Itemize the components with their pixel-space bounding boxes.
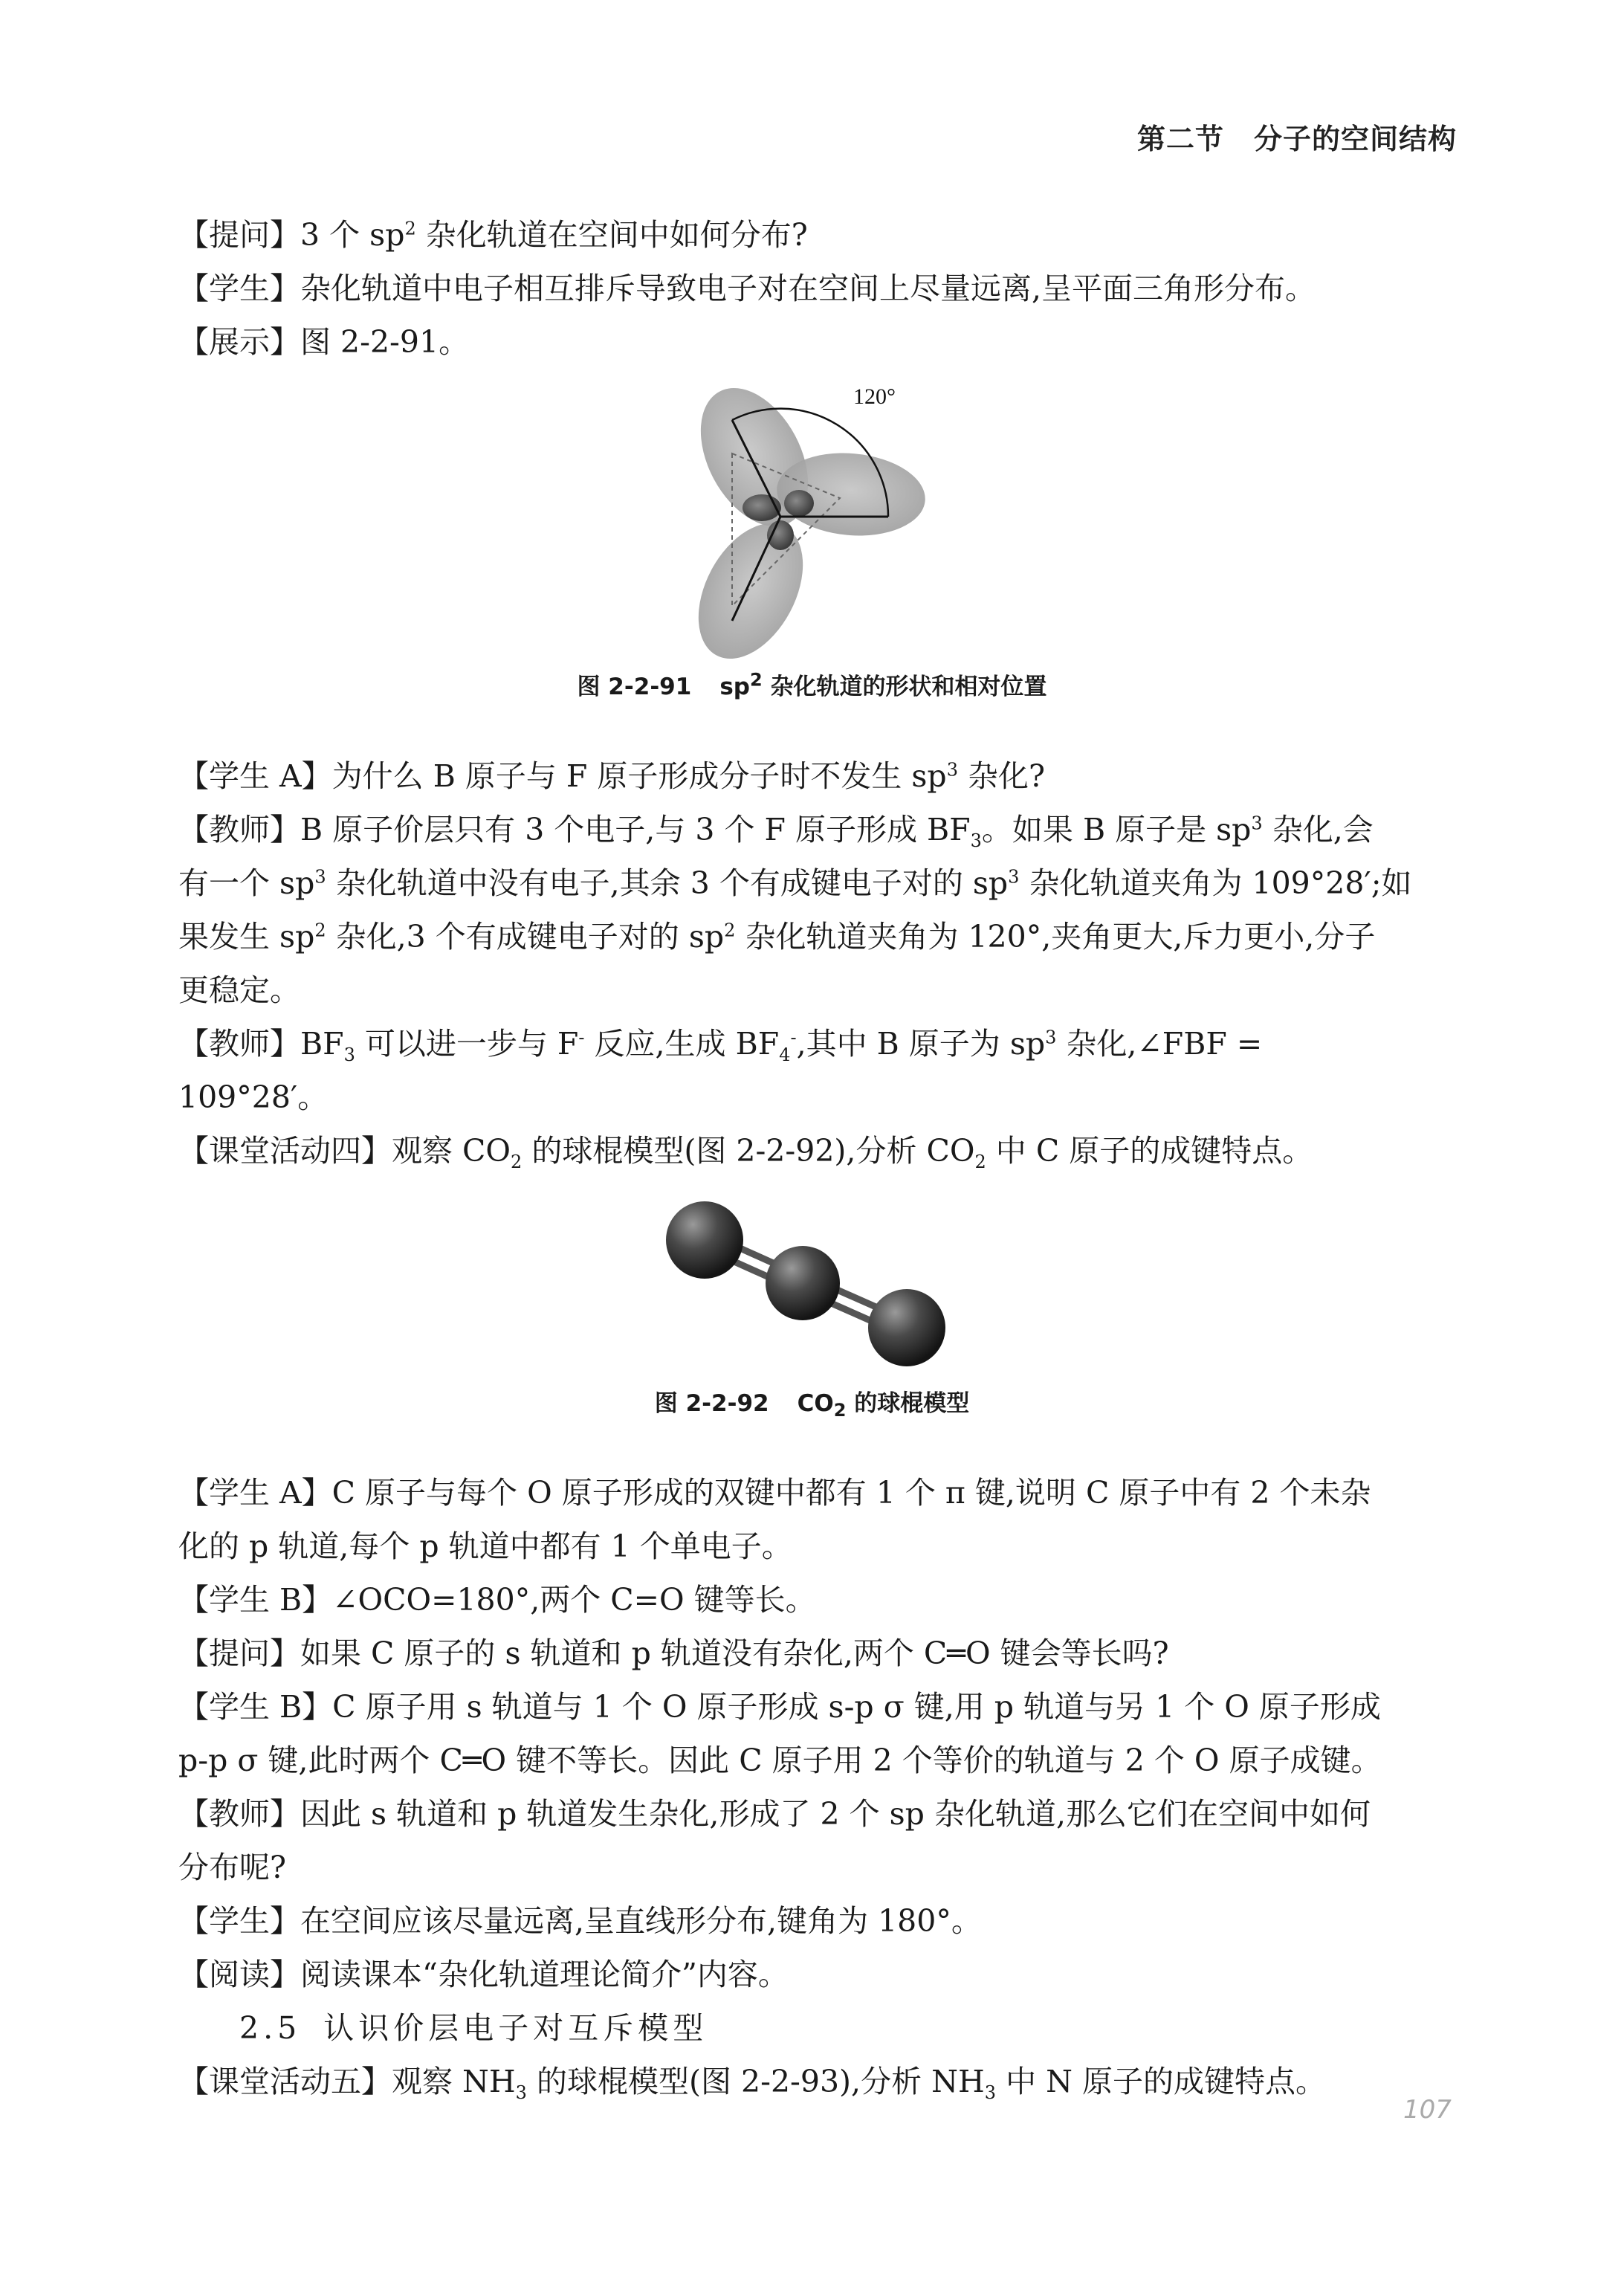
- text: ∠OCO=180°,两个 C=O 键等长。: [332, 1582, 816, 1618]
- text: 3 个 sp: [300, 217, 405, 253]
- paragraph-teacher-1-line3: [178, 910, 1464, 963]
- text: p-p σ 键,此时两个 C═O 键不等长。因此 C 原子用 2 个等价的轨道与 2 个 O 原子成键。: [178, 1743, 1382, 1778]
- superscript: -: [790, 1027, 797, 1048]
- small-lobe: [784, 490, 814, 517]
- paragraph-student-1: [178, 262, 1464, 315]
- oxygen-atom-right: [868, 1289, 945, 1366]
- caption-number: 图 2-2-91: [577, 674, 692, 700]
- text: 的球棍模型(图 2-2-93),分析 NH: [526, 2064, 985, 2099]
- speaker-tag: 【课堂活动五】: [178, 2064, 392, 2099]
- speaker-tag: 【学生】: [178, 271, 300, 306]
- text: 更稳定。: [178, 972, 300, 1008]
- paragraph-activity-4: [178, 1124, 1464, 1178]
- paragraph-student-a-2-line1: [178, 1466, 1464, 1520]
- text: C 原子与每个 O 原子形成的双键中都有 1 个 π 键,说明 C 原子中有 2 个未杂: [331, 1475, 1371, 1511]
- caption-text: sp: [719, 674, 750, 700]
- caption-text: 杂化轨道的形状和相对位置: [762, 674, 1047, 700]
- carbon-atom: [766, 1246, 840, 1320]
- page-number: 107: [1403, 2095, 1452, 2125]
- text: 中 C 原子的成键特点。: [986, 1133, 1313, 1169]
- paragraph-student-b-1: [178, 1573, 1464, 1627]
- speaker-tag: 【学生 B】: [178, 1582, 333, 1618]
- paragraph-teacher-1-line1: [178, 803, 1464, 856]
- speaker-tag: 【提问】: [178, 217, 300, 253]
- paragraph-teacher-2-line1: [178, 1017, 1464, 1071]
- text: 杂化轨道夹角为 109°28′;如: [1019, 865, 1412, 901]
- text: 的球棍模型(图 2-2-92),分析 CO: [522, 1133, 975, 1169]
- speaker-tag: 【阅读】: [178, 1957, 300, 1992]
- paragraph-teacher-1-line4: [178, 963, 1464, 1017]
- subscript: 3: [343, 1044, 355, 1066]
- speaker-tag: 【课堂活动四】: [178, 1133, 392, 1169]
- section-heading-2-5: [239, 2001, 1525, 2055]
- text: 中 N 原子的成键特点。: [996, 2064, 1327, 2099]
- section-number: 2.5: [239, 2010, 302, 2046]
- subscript: 3: [515, 2082, 527, 2104]
- subscript: 4: [779, 1044, 791, 1066]
- text: 观察 CO: [392, 1133, 511, 1169]
- text: BF: [300, 1026, 344, 1062]
- text: 杂化轨道中电子相互排斥导致电子对在空间上尽量远离,呈平面三角形分布。: [300, 271, 1316, 306]
- figure-caption-92: [0, 1384, 1624, 1421]
- text: B 原子价层只有 3 个电子,与 3 个 F 原子形成 BF: [300, 812, 971, 847]
- paragraph-show-1: [178, 315, 1464, 369]
- superscript: 3: [1045, 1027, 1057, 1048]
- text: 109°28′。: [178, 1079, 329, 1115]
- superscript: 3: [1251, 813, 1263, 834]
- text: 果发生 sp: [178, 919, 315, 955]
- text: 杂化轨道在空间中如何分布?: [415, 217, 808, 253]
- speaker-tag: 【展示】: [178, 324, 300, 360]
- paragraph-student-a-1: [178, 749, 1464, 803]
- superscript: 3: [1008, 866, 1020, 888]
- text: ,其中 B 原子为 sp: [796, 1026, 1046, 1062]
- text: 在空间应该尽量远离,呈直线形分布,键角为 180°。: [300, 1903, 982, 1939]
- text: 如果 C 原子的 s 轨道和 p 轨道没有杂化,两个 C═O 键会等长吗?: [300, 1635, 1169, 1671]
- superscript: 2: [314, 920, 326, 941]
- paragraph-question-1: [178, 208, 1464, 262]
- text: 杂化,3 个有成键电子对的 sp: [326, 919, 725, 955]
- caption-number: 图 2-2-92: [654, 1390, 769, 1417]
- oxygen-atom-left: [666, 1201, 743, 1279]
- angle-label: 120°: [853, 384, 896, 409]
- text: 为什么 B 原子与 F 原子形成分子时不发生 sp: [331, 758, 947, 794]
- paragraph-teacher-3-line1: [178, 1787, 1464, 1841]
- paragraph-student-a-2-line2: [178, 1520, 1464, 1573]
- superscript: 3: [946, 759, 958, 781]
- orbital-lobe-bottom: [691, 506, 824, 665]
- speaker-tag: 【教师】: [178, 1796, 300, 1832]
- sp2-orbital-figure: [691, 375, 944, 665]
- subscript: 2: [833, 1400, 847, 1421]
- superscript: 2: [404, 218, 416, 239]
- subscript: 2: [511, 1152, 523, 1173]
- text: 观察 NH: [392, 2064, 516, 2099]
- text: 杂化,∠FBF =: [1056, 1026, 1263, 1062]
- speaker-tag: 【学生】: [178, 1903, 300, 1939]
- superscript: 3: [314, 866, 326, 888]
- text: 。如果 B 原子是 sp: [981, 812, 1252, 847]
- text: 杂化轨道夹角为 120°,夹角更大,斥力更小,分子: [735, 919, 1376, 955]
- paragraph-teacher-2-line2: [178, 1071, 1464, 1124]
- header-section: 第二节: [1136, 123, 1224, 155]
- subscript: 3: [984, 2082, 997, 2104]
- paragraph-student-b-2-line2: [178, 1734, 1464, 1787]
- superscript: 2: [749, 669, 763, 691]
- text: 图 2-2-91。: [300, 324, 470, 360]
- text: 可以进一步与 F: [355, 1026, 579, 1062]
- running-header: [0, 116, 1457, 157]
- subscript: 3: [970, 830, 982, 852]
- text: 化的 p 轨道,每个 p 轨道中都有 1 个单电子。: [178, 1528, 792, 1564]
- paragraph-teacher-3-line2: [178, 1841, 1464, 1894]
- text: 反应,生成 BF: [584, 1026, 780, 1062]
- paragraph-teacher-1-line2: [178, 856, 1464, 910]
- speaker-tag: 【学生 B】: [178, 1689, 333, 1725]
- speaker-tag: 【教师】: [178, 812, 300, 847]
- paragraph-student-b-2-line1: [178, 1680, 1464, 1734]
- subscript: 2: [974, 1152, 986, 1173]
- section-title: 认识价层电子对互斥模型: [323, 2010, 708, 2046]
- paragraph-activity-5: [178, 2055, 1464, 2108]
- text: 因此 s 轨道和 p 轨道发生杂化,形成了 2 个 sp 杂化轨道,那么它们在空间中如何: [300, 1796, 1371, 1832]
- text: 阅读课本“杂化轨道理论简介”内容。: [300, 1957, 789, 1992]
- text: 杂化?: [957, 758, 1045, 794]
- superscript: 2: [724, 920, 736, 941]
- text: 杂化轨道中没有电子,其余 3 个有成键电子对的 sp: [326, 865, 1009, 901]
- co2-ball-stick-model: [654, 1189, 981, 1375]
- speaker-tag: 【提问】: [178, 1635, 300, 1671]
- text: C 原子用 s 轨道与 1 个 O 原子形成 s-p σ 键,用 p 轨道与另 1 个 O 原子形成: [332, 1689, 1381, 1725]
- figure-caption-91: [0, 668, 1624, 701]
- header-title: 分子的空间结构: [1253, 123, 1457, 155]
- speaker-tag: 【学生 A】: [178, 758, 332, 794]
- caption-text: 的球棍模型: [846, 1390, 970, 1417]
- speaker-tag: 【教师】: [178, 1026, 300, 1062]
- paragraph-question-2: [178, 1627, 1464, 1680]
- caption-text: CO: [797, 1390, 834, 1417]
- speaker-tag: 【学生 A】: [178, 1475, 332, 1511]
- paragraph-student-2: [178, 1894, 1464, 1948]
- text: 分布呢?: [178, 1850, 286, 1885]
- paragraph-reading: [178, 1948, 1464, 2001]
- text: 有一个 sp: [178, 865, 315, 901]
- text: 杂化,会: [1262, 812, 1374, 847]
- superscript: -: [578, 1027, 585, 1048]
